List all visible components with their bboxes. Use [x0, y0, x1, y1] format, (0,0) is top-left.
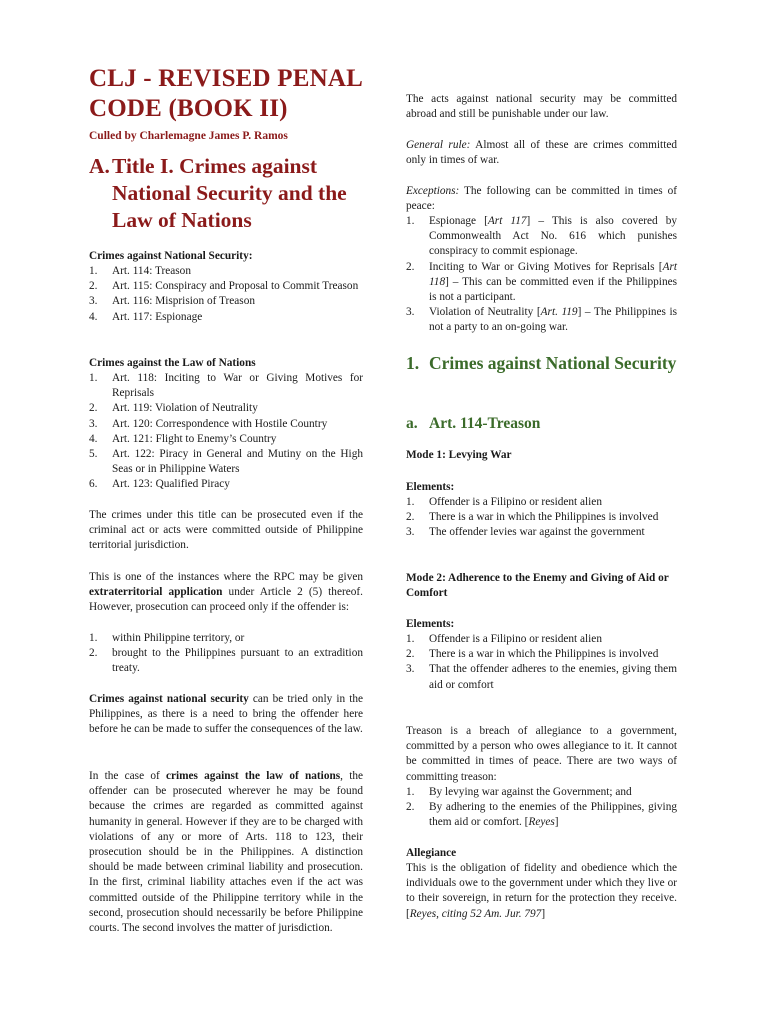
section-a-heading: [89, 153, 379, 234]
list-item: 2. Art. 119: Violation of Neutrality: [89, 402, 258, 415]
paragraph-outside-jurisdiction: The crimes under this title can be prosecuted even if the criminal act or acts were committed outside of Philippine territorial jurisdiction.: [89, 509, 363, 552]
paragraph-abroad: The acts against national security may be committed abroad and still be punishable under our law.: [406, 93, 677, 121]
list-item: 3. Art. 120: Correspondence with Hostile Country: [89, 417, 328, 430]
list-item: 3. Art. 116: Misprision of Treason: [89, 295, 255, 308]
paragraph-national-security: Crimes against national security can be tried only in the Philippines, as there is a need to bring the offender here before he can be made to suffer the consequences of the law.: [89, 693, 363, 736]
exceptions-list: [406, 214, 677, 336]
list-item: 2. By adhering to the enemies of the Philippines, giving them aid or comfort. [Reyes]: [406, 801, 677, 829]
list-item: 2. There is a war in which the Philippines is involved: [406, 648, 659, 661]
list-item: 1. By levying war against the Government; and: [406, 786, 632, 798]
treason-title: Art. 114-Treason: [429, 415, 541, 432]
list-item: 1. within Philippine territory, or: [89, 632, 245, 644]
offender-list: [89, 631, 363, 677]
list-item: 6. Art. 123: Qualified Piracy: [89, 478, 230, 491]
paragraph-allegiance: This is the obligation of fidelity and obedience which the individuals owe to the government under which they live or to their sovereign, in return for the protection they receive. [Reyes, citing 52 Am. Jur. 797]: [406, 862, 677, 920]
list-item: 3. The offender levies war against the government: [406, 526, 645, 539]
section-1-number: 1.: [406, 353, 420, 373]
list-item: 2. Inciting to War or Giving Motives for Reprisals [Art 118] – This can be committed even if the Philippines is not a participant.: [406, 260, 677, 304]
allegiance-heading: Allegiance: [406, 847, 457, 859]
treason-ways-list: [406, 785, 677, 831]
paragraph-extraterritorial: This is one of the instances where the RPC may be given extraterritorial application under Article 2 (5) thereof. However, prosecution can proceed only if the offender is:: [89, 571, 363, 614]
document-title: CLJ - REVISED PENAL CODE (BOOK II): [89, 65, 362, 122]
law-of-nations-list: [89, 371, 363, 493]
list-item: 5. Art. 122: Piracy in General and Mutiny on the High Seas or in Philippine Waters: [89, 448, 363, 476]
national-security-list: [89, 264, 363, 325]
list-item: 4. Art. 117: Espionage: [89, 310, 203, 323]
list-item: 2. There is a war in which the Philippines is involved: [406, 511, 659, 524]
paragraph-law-of-nations: In the case of crimes against the law of nations, the offender can be prosecuted wherever he may be found because the crimes are regarded as committed against humanity in general. However if they are to be charged with violations of any or more of Arts. 118 to 123, their prosecution should be in the Philippines. A distinction should be made between criminal liability and prosecution. In the first, criminal liability attaches even if the act was committed outside of the Philippine territory while in the second, prosecution should necessarily be before Philippine courts. The second involves the matter of jurisdiction.: [89, 770, 364, 935]
list-item: 3. That the offender adheres to the enemies, giving them aid or comfort: [406, 663, 677, 691]
paragraph-exceptions: Exceptions: The following can be committed in times of peace:: [406, 185, 677, 213]
mode2-heading: Mode 2: Adherence to the Enemy and Giving of Aid or Comfort: [406, 572, 669, 600]
treason-heading: [406, 414, 677, 434]
mode1-elements-label: Elements:: [406, 481, 455, 493]
mode2-elements-label: Elements:: [406, 618, 455, 630]
treason-number: a.: [406, 415, 418, 432]
law-of-nations-heading: Crimes against the Law of Nations: [89, 357, 256, 369]
list-item: 1. Espionage [Art 117] – This is also covered by Commonwealth Act No. 616 which punishes conspiracy to commit espionage.: [406, 215, 677, 258]
section-1-heading: [406, 352, 677, 375]
paragraph-treason: Treason is a breach of allegiance to a government, committed by a person who owes allegiance to it. It cannot be committed in times of peace. There are two ways of committing treason:: [406, 725, 677, 783]
list-item: 2. brought to the Philippines pursuant to an extradition treaty.: [89, 647, 363, 675]
mode1-elements-list: [406, 495, 677, 541]
mode1-heading: Mode 1: Levying War: [406, 449, 512, 461]
list-item: 2. Art. 115: Conspiracy and Proposal to Commit Treason: [89, 280, 359, 293]
list-item: 1. Art. 118: Inciting to War or Giving Motives for Reprisals: [89, 372, 363, 400]
list-item: 4. Art. 121: Flight to Enemy’s Country: [89, 432, 277, 445]
list-item: 1. Offender is a Filipino or resident alien: [406, 496, 602, 508]
list-item: 1. Art. 114: Treason: [89, 265, 191, 277]
list-item: 3. Violation of Neutrality [Art. 119] – The Philippines is not a party to an on-going war.: [406, 306, 677, 334]
section-a-number: A.: [89, 154, 110, 178]
list-item: 1. Offender is a Filipino or resident alien: [406, 633, 602, 645]
section-1-title: Crimes against National Security: [429, 353, 677, 373]
national-security-heading: Crimes against National Security:: [89, 250, 253, 262]
section-a-title: Title I. Crimes against National Security and the Law of Nations: [112, 154, 347, 232]
byline: Culled by Charlemagne James P. Ramos: [89, 130, 288, 142]
paragraph-general-rule: General rule: Almost all of these are crimes committed only in times of war.: [406, 139, 677, 167]
mode2-elements-list: [406, 632, 677, 693]
